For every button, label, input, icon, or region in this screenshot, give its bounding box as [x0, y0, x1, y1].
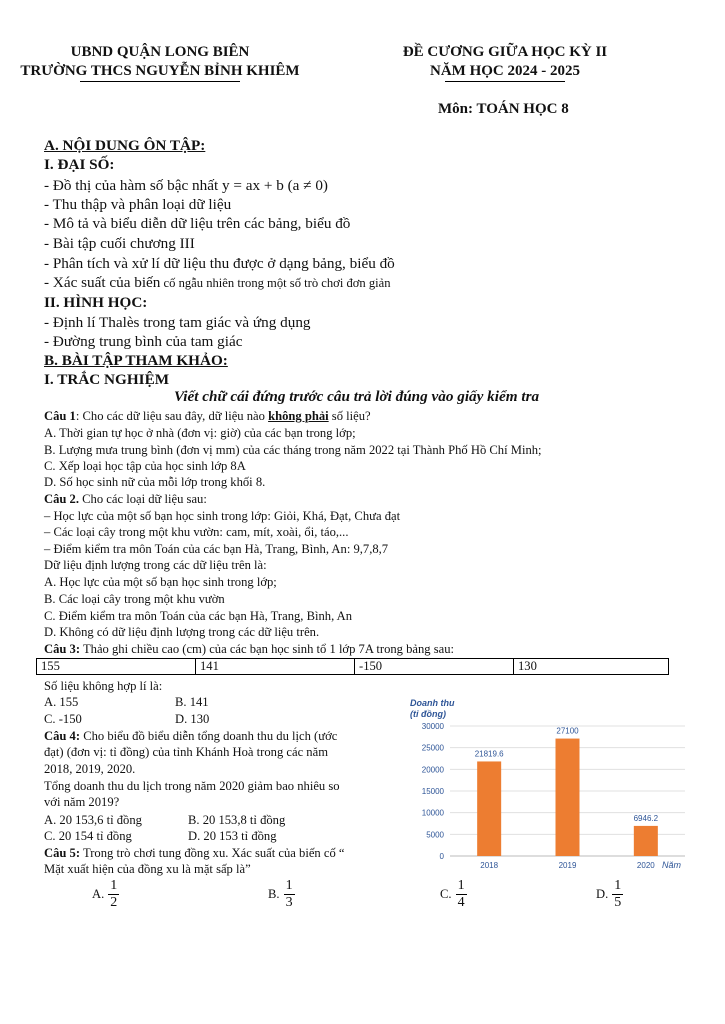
algebra-item-main: - Xác suất của biến	[44, 274, 161, 291]
chart-xtick-label: 2018	[480, 861, 499, 870]
chart-ytick-label: 0	[439, 852, 444, 861]
question-text: Cho biểu đồ biểu diễn tổng doanh thu du lịch (ước	[80, 729, 338, 743]
answer-option: D. 130	[175, 712, 210, 726]
algebra-item	[44, 273, 391, 293]
chart-xlabel: Năm	[662, 860, 682, 870]
data-item: – Học lực của một số bạn học sinh trong lớp: Giỏi, Khá, Đạt, Chưa đạt	[44, 509, 401, 523]
option-letter: D.	[596, 887, 609, 902]
algebra-item: - Bài tập cuối chương III	[44, 235, 195, 252]
answer-option: B. 20 153,8 tỉ đồng	[188, 813, 286, 827]
fraction-numerator: 1	[457, 878, 465, 893]
question-text: Tổng doanh thu du lịch trong năm 2020 giảm bao nhiêu so	[44, 779, 340, 793]
chart-ytick-label: 30000	[421, 722, 444, 731]
question-1	[44, 408, 371, 424]
answer-option: A. 20 153,6 tỉ đồng	[44, 813, 142, 827]
option-letter: A.	[92, 887, 105, 902]
table-cell: 141	[196, 659, 355, 675]
algebra-item: - Đồ thị của hàm số bậc nhất y = ax + b (a ≠ 0)	[44, 177, 328, 194]
table-cell: 155	[37, 659, 196, 675]
question-label: Câu 5:	[44, 846, 81, 860]
fraction-numerator: 1	[614, 878, 622, 893]
revenue-chart	[400, 690, 700, 880]
header-right-rule	[445, 81, 565, 82]
fraction	[612, 878, 623, 911]
chart-ytick-label: 25000	[421, 743, 444, 753]
section-b-title: B. BÀI TẬP THAM KHẢO:	[44, 352, 228, 369]
data-item: – Điểm kiểm tra môn Toán của các bạn Hà, Trang, Bình, An: 9,7,8,7	[44, 542, 389, 556]
question-label: Câu 1	[44, 409, 76, 423]
fraction-denominator: 2	[110, 895, 118, 910]
answer-option: C. Xếp loại học tập của học sinh lớp 8A	[44, 459, 246, 473]
table-cell: 130	[514, 659, 669, 675]
chart-value-label: 6946.2	[633, 813, 659, 823]
answer-option: C. Điểm kiểm tra môn Toán của các bạn Hà, Trang, Bình, An	[44, 609, 353, 623]
answer-option	[440, 878, 467, 911]
question-2	[44, 491, 207, 507]
geometry-item: - Đường trung bình của tam giác	[44, 333, 243, 350]
answer-option: D. 20 153 tỉ đồng	[188, 829, 277, 843]
fraction	[456, 878, 467, 911]
answer-option: B. Các loại cây trong một khu vườn	[44, 592, 225, 606]
answer-option: A. 155	[44, 695, 79, 709]
algebra-item: - Phân tích và xử lí dữ liệu thu được ở dạng bảng, biểu đồ	[44, 255, 395, 272]
chart-ytick-label: 5000	[426, 830, 444, 840]
answer-option	[268, 878, 295, 911]
chart-ylabel: Doanh thu	[410, 698, 455, 708]
chart-value-label: 21819.6	[474, 749, 504, 759]
question-text: đạt) (đơn vị: tỉ đồng) của tỉnh Khánh Hoà trong các năm	[44, 745, 328, 759]
question-text: Thảo ghi chiều cao (cm) của các bạn học sinh tổ 1 lớp 7A trong bảng sau:	[80, 642, 455, 656]
answer-option: D. Số học sinh nữ của mỗi lớp trong khối 8.	[44, 475, 266, 489]
fraction-denominator: 5	[614, 895, 622, 910]
question-text: Số liệu không hợp lí là:	[44, 679, 163, 693]
fraction-denominator: 3	[285, 895, 293, 910]
fraction-denominator: 4	[457, 895, 465, 910]
chart-bar	[556, 739, 580, 856]
chart-bar	[634, 826, 658, 856]
question-text: Dữ liệu định lượng trong các dữ liệu trên là:	[44, 558, 267, 572]
answer-option	[92, 878, 119, 911]
question-5	[44, 845, 345, 861]
fraction	[108, 878, 119, 911]
table-row	[37, 659, 669, 675]
chart-xtick-label: 2019	[558, 861, 577, 870]
height-table	[36, 658, 669, 675]
question-text: số liệu?	[328, 409, 371, 423]
question-text: 2018, 2019, 2020.	[44, 762, 136, 776]
question-label: Câu 4:	[44, 729, 81, 743]
answer-option: C. 20 154 tỉ đồng	[44, 829, 132, 843]
option-letter: C.	[440, 887, 452, 902]
answer-option: B. Lượng mưa trung bình (đơn vị mm) của các tháng trong năm 2022 tại Thành Phố Hồ Chí Minh;	[44, 443, 542, 457]
answer-option: D. Không có dữ liệu định lượng trong các dữ liệu trên.	[44, 625, 320, 639]
question-text: Cho các loại dữ liệu sau:	[79, 492, 207, 506]
algebra-title: I. ĐẠI SỐ:	[44, 156, 115, 173]
answer-option: A. Thời gian tự học ở nhà (đơn vị: giờ) của các bạn trong lớp;	[44, 426, 356, 440]
chart-ytick-label: 15000	[421, 787, 444, 796]
section-a-title: A. NỘI DUNG ÔN TẬP:	[44, 137, 206, 154]
question-label: Câu 2.	[44, 492, 79, 506]
fraction	[284, 878, 295, 911]
algebra-item: - Thu thập và phân loại dữ liệu	[44, 196, 232, 213]
table-cell: -150	[355, 659, 514, 675]
fraction-numerator: 1	[110, 878, 118, 893]
document-title: ĐỀ CƯƠNG GIỮA HỌC KỲ II	[402, 44, 608, 60]
question-emphasis: không phải	[268, 409, 329, 423]
district-name: UBND QUẬN LONG BIÊN	[70, 44, 250, 60]
answer-option: C. -150	[44, 712, 82, 726]
question-3	[44, 641, 454, 657]
geometry-item: - Định lí Thalès trong tam giác và ứng dụng	[44, 314, 311, 331]
algebra-item: - Mô tả và biểu diễn dữ liệu trên các bảng, biểu đồ	[44, 215, 351, 232]
answer-option	[596, 878, 623, 911]
fraction-numerator: 1	[285, 878, 293, 893]
instruction: Viết chữ cái đứng trước câu trả lời đúng vào giấy kiểm tra	[174, 388, 540, 405]
question-text: Trong trò chơi tung đồng xu. Xác suất của biến cố “	[80, 846, 345, 860]
chart-value-label: 27100	[556, 726, 579, 736]
school-year: NĂM HỌC 2024 - 2025	[430, 63, 580, 79]
chart-ytick-label: 10000	[421, 808, 444, 818]
answer-option: B. 141	[175, 695, 209, 709]
data-item: – Các loại cây trong một khu vườn: cam, mít, xoài, ổi, táo,...	[44, 525, 349, 539]
chart-ytick-label: 20000	[421, 765, 444, 775]
question-4	[44, 728, 337, 744]
header-left-rule	[80, 81, 240, 82]
question-text: Mặt xuất hiện của đồng xu là mặt sấp là”	[44, 862, 251, 876]
subject-label: Môn: TOÁN HỌC 8	[438, 101, 569, 117]
geometry-title: II. HÌNH HỌC:	[44, 294, 148, 311]
option-letter: B.	[268, 887, 280, 902]
chart-bar	[477, 761, 501, 856]
question-text: : Cho các dữ liệu sau đây, dữ liệu nào	[75, 409, 269, 423]
question-label: Câu 3:	[44, 642, 81, 656]
school-name: TRƯỜNG THCS NGUYỄN BỈNH KHIÊM	[20, 63, 300, 79]
chart-xtick-label: 2020	[636, 861, 655, 870]
answer-option: A. Học lực của một số bạn học sinh trong lớp;	[44, 575, 277, 589]
algebra-item-tail: cố ngẫu nhiên trong một số trò chơi đơn giản	[160, 276, 391, 290]
chart-ylabel: (tỉ đồng)	[410, 709, 446, 719]
multiple-choice-title: I. TRẮC NGHIỆM	[44, 371, 170, 388]
question-text: với năm 2019?	[44, 795, 120, 809]
